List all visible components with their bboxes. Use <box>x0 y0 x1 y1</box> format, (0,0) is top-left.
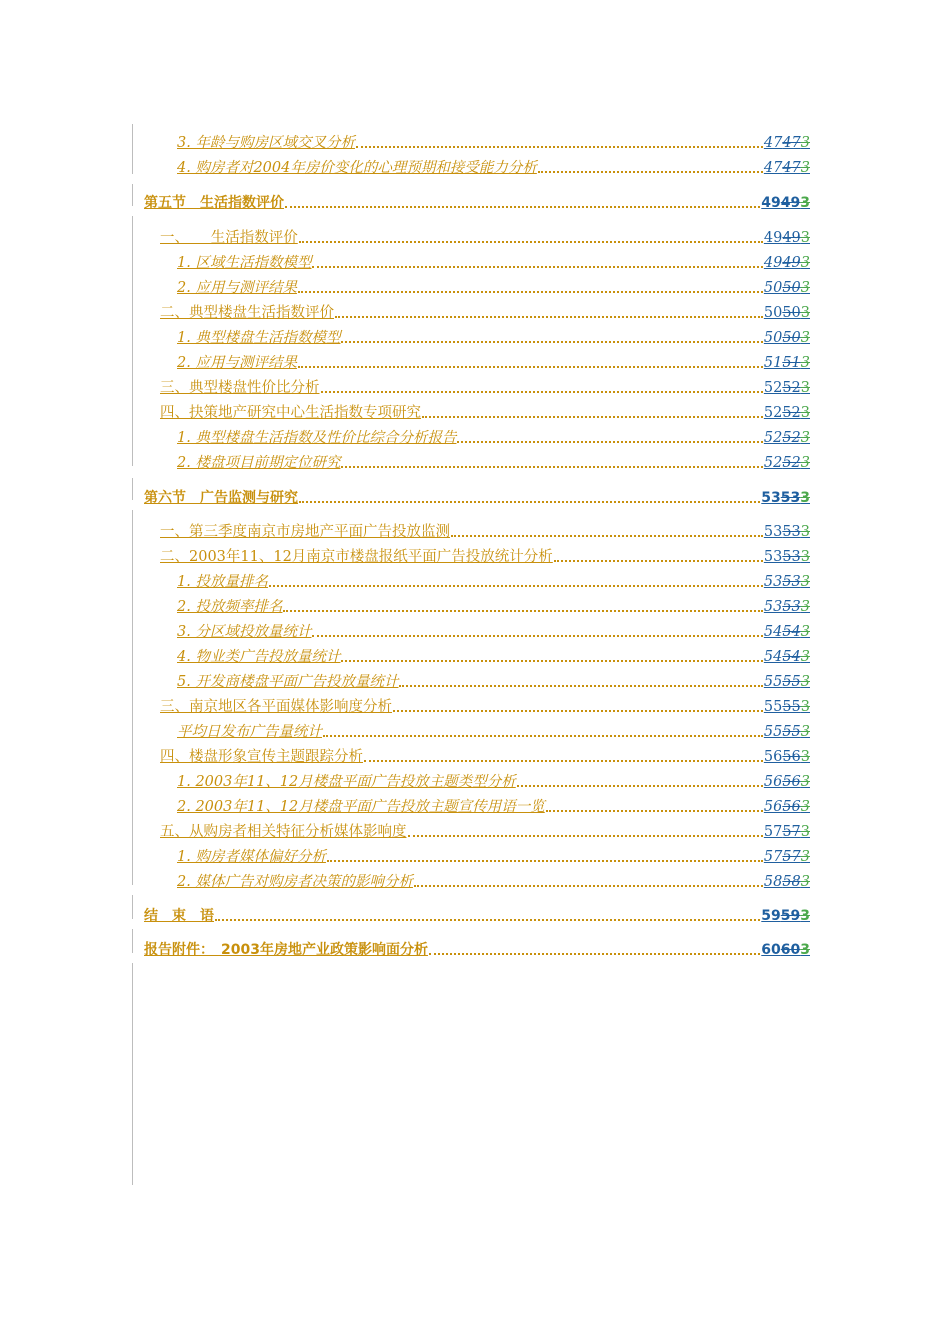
page-number-current: 53 <box>763 549 783 565</box>
toc-page-number <box>761 907 810 925</box>
toc-entry[interactable] <box>132 591 810 616</box>
toc-entry-title: 第五节 生活指数评价 <box>144 195 284 211</box>
toc-page-number <box>764 134 810 152</box>
page-number-revision: 3 <box>800 490 810 506</box>
page-number-revision: 3 <box>800 942 810 958</box>
page-number-deleted: 54 <box>782 624 801 640</box>
toc-entry[interactable] <box>132 297 810 322</box>
dot-leader <box>517 785 763 787</box>
page-number-deleted: 49 <box>782 255 801 271</box>
page-number-current: 54 <box>763 649 783 665</box>
toc-entry[interactable] <box>132 691 810 716</box>
toc-page-number <box>764 798 810 816</box>
page-number-deleted: 60 <box>780 942 801 958</box>
toc-entry[interactable] <box>132 666 810 691</box>
toc-entry[interactable] <box>132 482 810 507</box>
dot-leader <box>215 919 760 921</box>
page-number-deleted: 53 <box>782 549 801 565</box>
page-number-deleted: 50 <box>782 330 801 346</box>
toc-entry-title: 4. 物业类广告投放量统计 <box>177 649 341 665</box>
toc-entry-title: 2. 投放频率排名 <box>177 599 283 615</box>
toc-page-number <box>761 941 810 959</box>
toc-entry-title: 1. 典型楼盘生活指数模型 <box>177 330 341 346</box>
toc-entry-title: 2. 媒体广告对购房者决策的影响分析 <box>177 874 413 890</box>
toc-entry[interactable] <box>132 516 810 541</box>
page-number-current: 53 <box>761 490 781 506</box>
toc-entry[interactable] <box>132 322 810 347</box>
page-number-deleted: 52 <box>782 405 801 421</box>
toc-entry[interactable] <box>132 272 810 297</box>
page-number-current: 58 <box>763 874 783 890</box>
toc-page-number <box>764 573 810 591</box>
page-number-deleted: 53 <box>782 599 801 615</box>
dot-leader <box>298 366 763 368</box>
dot-leader <box>283 610 762 612</box>
toc-entry-title: 第六节 广告监测与研究 <box>144 490 298 506</box>
page-number-deleted: 56 <box>782 774 801 790</box>
dot-leader <box>327 860 763 862</box>
toc-page-number <box>764 698 810 716</box>
page-number-deleted: 57 <box>782 849 801 865</box>
page-number-current: 53 <box>763 599 783 615</box>
dot-leader <box>299 501 760 503</box>
dot-leader <box>341 660 762 662</box>
toc-entry[interactable] <box>132 641 810 666</box>
toc-entry[interactable] <box>132 766 810 791</box>
page-number-deleted: 53 <box>782 524 801 540</box>
page-number-deleted: 55 <box>782 724 801 740</box>
page-number-deleted: 50 <box>782 305 801 321</box>
page-number-revision: 3 <box>800 280 810 296</box>
toc-entry[interactable] <box>132 447 810 472</box>
page-number-revision: 3 <box>800 874 810 890</box>
toc-page-number <box>764 673 810 691</box>
dot-leader <box>408 835 763 837</box>
page-number-deleted: 56 <box>782 749 801 765</box>
toc-entry-title: 2. 2003年11、12月楼盘平面广告投放主题宣传用语一览 <box>177 799 545 815</box>
page-number-current: 51 <box>763 355 783 371</box>
page-number-current: 55 <box>763 699 783 715</box>
toc-entry-title: 一、 生活指数评价 <box>160 230 298 246</box>
page-number-revision: 3 <box>800 574 810 590</box>
toc-page-number <box>764 454 810 472</box>
toc-entry-title: 四、楼盘形象宣传主题跟踪分析 <box>160 749 363 765</box>
page-number-revision: 3 <box>800 430 810 446</box>
toc-entry[interactable] <box>132 372 810 397</box>
page-number-revision: 3 <box>800 330 810 346</box>
toc-entry[interactable] <box>132 866 810 891</box>
toc-entry-title: 2. 应用与测评结果 <box>177 355 297 371</box>
page-number-deleted: 54 <box>782 649 801 665</box>
page-number-deleted: 47 <box>782 135 801 151</box>
page-number-revision: 3 <box>800 195 810 211</box>
page-number-current: 49 <box>763 230 783 246</box>
dot-leader <box>554 560 763 562</box>
toc-entry[interactable] <box>132 791 810 816</box>
dot-leader <box>451 535 763 537</box>
toc-page-number <box>764 648 810 666</box>
page-number-current: 59 <box>761 908 781 924</box>
toc-page-number <box>764 748 810 766</box>
toc-entry-title: 平均日发布广告量统计 <box>177 724 322 740</box>
toc-entry[interactable] <box>132 127 810 152</box>
page-number-revision: 3 <box>800 524 810 540</box>
toc-page-number <box>764 354 810 372</box>
toc-page-number <box>764 523 810 541</box>
toc-entry-title: 4. 购房者对2004年房价变化的心理预期和接受能力分析 <box>177 160 537 176</box>
page-number-current: 49 <box>761 195 781 211</box>
dot-leader <box>323 735 763 737</box>
toc-entry-title: 二、2003年11、12月南京市楼盘报纸平面广告投放统计分析 <box>160 549 553 565</box>
page-number-deleted: 53 <box>782 574 801 590</box>
dot-leader <box>422 416 763 418</box>
toc-entry[interactable] <box>132 934 810 959</box>
page-number-revision: 3 <box>800 774 810 790</box>
dot-leader <box>269 585 763 587</box>
page-number-revision: 3 <box>800 799 810 815</box>
toc-entry-title: 1. 区域生活指数模型 <box>177 255 312 271</box>
toc-entry[interactable] <box>132 716 810 741</box>
change-bar <box>132 963 133 1185</box>
toc-page-number <box>764 379 810 397</box>
page-number-deleted: 52 <box>782 430 801 446</box>
page-number-revision: 3 <box>800 160 810 176</box>
dot-leader <box>312 635 762 637</box>
page-number-deleted: 53 <box>780 490 801 506</box>
page-number-revision: 3 <box>800 135 810 151</box>
toc-entry-title: 五、从购房者相关特征分析媒体影响度 <box>160 824 407 840</box>
dot-leader <box>393 710 763 712</box>
toc-entry[interactable] <box>132 841 810 866</box>
page-number-revision: 3 <box>800 380 810 396</box>
toc-entry-title: 四、抉策地产研究中心生活指数专项研究 <box>160 405 421 421</box>
dot-leader <box>321 391 763 393</box>
toc-entry-title: 结 束 语 <box>144 908 214 924</box>
toc-page-number <box>761 194 810 212</box>
dot-leader <box>341 341 762 343</box>
toc-page-number <box>764 429 810 447</box>
page-number-current: 52 <box>763 430 783 446</box>
toc-entry[interactable] <box>132 816 810 841</box>
page-number-deleted: 56 <box>782 799 801 815</box>
page-number-revision: 3 <box>800 455 810 471</box>
toc-page-number <box>764 598 810 616</box>
toc-entry[interactable] <box>132 187 810 212</box>
dot-leader <box>399 685 762 687</box>
page-number-revision: 3 <box>800 549 810 565</box>
dot-leader <box>285 206 760 208</box>
page-number-deleted: 58 <box>782 874 801 890</box>
toc-entry-title: 2. 楼盘项目前期定位研究 <box>177 455 341 471</box>
page-number-deleted: 55 <box>782 674 801 690</box>
toc-entry[interactable] <box>132 397 810 422</box>
page-number-deleted: 59 <box>780 908 801 924</box>
toc-page-number <box>764 723 810 741</box>
page-number-current: 50 <box>763 305 783 321</box>
page-number-deleted: 57 <box>782 824 801 840</box>
page-number-deleted: 51 <box>782 355 801 371</box>
page-number-deleted: 55 <box>782 699 801 715</box>
page-number-current: 52 <box>763 455 783 471</box>
toc-entry[interactable] <box>132 422 810 447</box>
page-number-revision: 3 <box>800 624 810 640</box>
toc-entry[interactable] <box>132 541 810 566</box>
page-number-revision: 3 <box>800 255 810 271</box>
toc-entry-title: 3. 分区域投放量统计 <box>177 624 312 640</box>
page-number-current: 54 <box>763 624 783 640</box>
page-number-revision: 3 <box>800 699 810 715</box>
toc-entry[interactable] <box>132 900 810 925</box>
toc-entry[interactable] <box>132 741 810 766</box>
dot-leader <box>364 760 763 762</box>
toc-entry-title: 1. 2003年11、12月楼盘平面广告投放主题类型分析 <box>177 774 516 790</box>
page-number-revision: 3 <box>800 599 810 615</box>
toc-entry[interactable] <box>132 247 810 272</box>
toc-entry-title: 2. 应用与测评结果 <box>177 280 297 296</box>
page-number-current: 53 <box>763 574 783 590</box>
dot-leader <box>429 953 760 955</box>
page-number-deleted: 49 <box>782 230 801 246</box>
page-number-deleted: 47 <box>782 160 801 176</box>
page-number-current: 56 <box>763 749 783 765</box>
page-number-revision: 3 <box>800 849 810 865</box>
toc-page-number <box>764 873 810 891</box>
page-number-current: 55 <box>763 724 783 740</box>
dot-leader <box>299 241 763 243</box>
dot-leader <box>298 291 763 293</box>
page-number-revision: 3 <box>800 724 810 740</box>
page-number-deleted: 52 <box>782 380 801 396</box>
page-number-revision: 3 <box>800 908 810 924</box>
page-number-current: 57 <box>763 824 783 840</box>
toc-entry-title: 三、南京地区各平面媒体影响度分析 <box>160 699 392 715</box>
page-number-current: 55 <box>763 674 783 690</box>
toc-entry[interactable] <box>132 222 810 247</box>
toc-page-number <box>764 773 810 791</box>
page-number-revision: 3 <box>800 674 810 690</box>
toc-page-number <box>764 304 810 322</box>
page-number-current: 56 <box>763 799 783 815</box>
page-number-current: 47 <box>763 160 783 176</box>
page-number-current: 57 <box>763 849 783 865</box>
page-number-current: 50 <box>763 280 783 296</box>
toc-entry-title: 3. 年龄与购房区域交叉分析 <box>177 135 355 151</box>
toc-entry-title: 1. 购房者媒体偏好分析 <box>177 849 326 865</box>
toc-page-number <box>764 548 810 566</box>
toc-entry[interactable] <box>132 152 810 177</box>
toc-page-number <box>764 329 810 347</box>
toc-entry-title: 二、典型楼盘生活指数评价 <box>160 305 334 321</box>
page-number-current: 47 <box>763 135 783 151</box>
page-number-current: 49 <box>763 255 783 271</box>
toc-entry[interactable] <box>132 616 810 641</box>
toc-entry-title: 1. 典型楼盘生活指数及性价比综合分析报告 <box>177 430 457 446</box>
toc-page-number <box>764 279 810 297</box>
page-number-deleted: 52 <box>782 455 801 471</box>
page-number-revision: 3 <box>800 824 810 840</box>
toc-entry-title: 5. 开发商楼盘平面广告投放量统计 <box>177 674 399 690</box>
dot-leader <box>546 810 763 812</box>
page-number-current: 52 <box>763 405 783 421</box>
page-number-revision: 3 <box>800 355 810 371</box>
toc-page-number <box>764 229 810 247</box>
toc-page-number <box>764 254 810 272</box>
dot-leader <box>414 885 763 887</box>
dot-leader <box>538 171 763 173</box>
page-number-current: 60 <box>761 942 781 958</box>
toc-page-number <box>764 623 810 641</box>
dot-leader <box>312 266 762 268</box>
toc-entry[interactable] <box>132 566 810 591</box>
page-number-deleted: 50 <box>782 280 801 296</box>
page-number-current: 56 <box>763 774 783 790</box>
toc-page-number <box>764 404 810 422</box>
toc-entry-title: 报告附件： 2003年房地产业政策影响面分析 <box>144 942 428 958</box>
toc-entry-title: 一、第三季度南京市房地产平面广告投放监测 <box>160 524 450 540</box>
dot-leader <box>341 466 762 468</box>
page-number-revision: 3 <box>800 649 810 665</box>
page-number-revision: 3 <box>800 405 810 421</box>
dot-leader <box>356 146 763 148</box>
page-number-revision: 3 <box>800 305 810 321</box>
toc-entry-title: 1. 投放量排名 <box>177 574 268 590</box>
toc-page-number <box>764 159 810 177</box>
page-number-current: 52 <box>763 380 783 396</box>
toc-entry[interactable] <box>132 347 810 372</box>
page-number-revision: 3 <box>800 230 810 246</box>
toc-page-number <box>764 823 810 841</box>
toc-page-number <box>764 848 810 866</box>
dot-leader <box>457 441 762 443</box>
page-number-current: 53 <box>763 524 783 540</box>
toc-entry-title: 三、典型楼盘性价比分析 <box>160 380 320 396</box>
toc-page-number <box>761 489 810 507</box>
dot-leader <box>335 316 763 318</box>
page-number-deleted: 49 <box>780 195 801 211</box>
page-number-revision: 3 <box>800 749 810 765</box>
page-number-current: 50 <box>763 330 783 346</box>
